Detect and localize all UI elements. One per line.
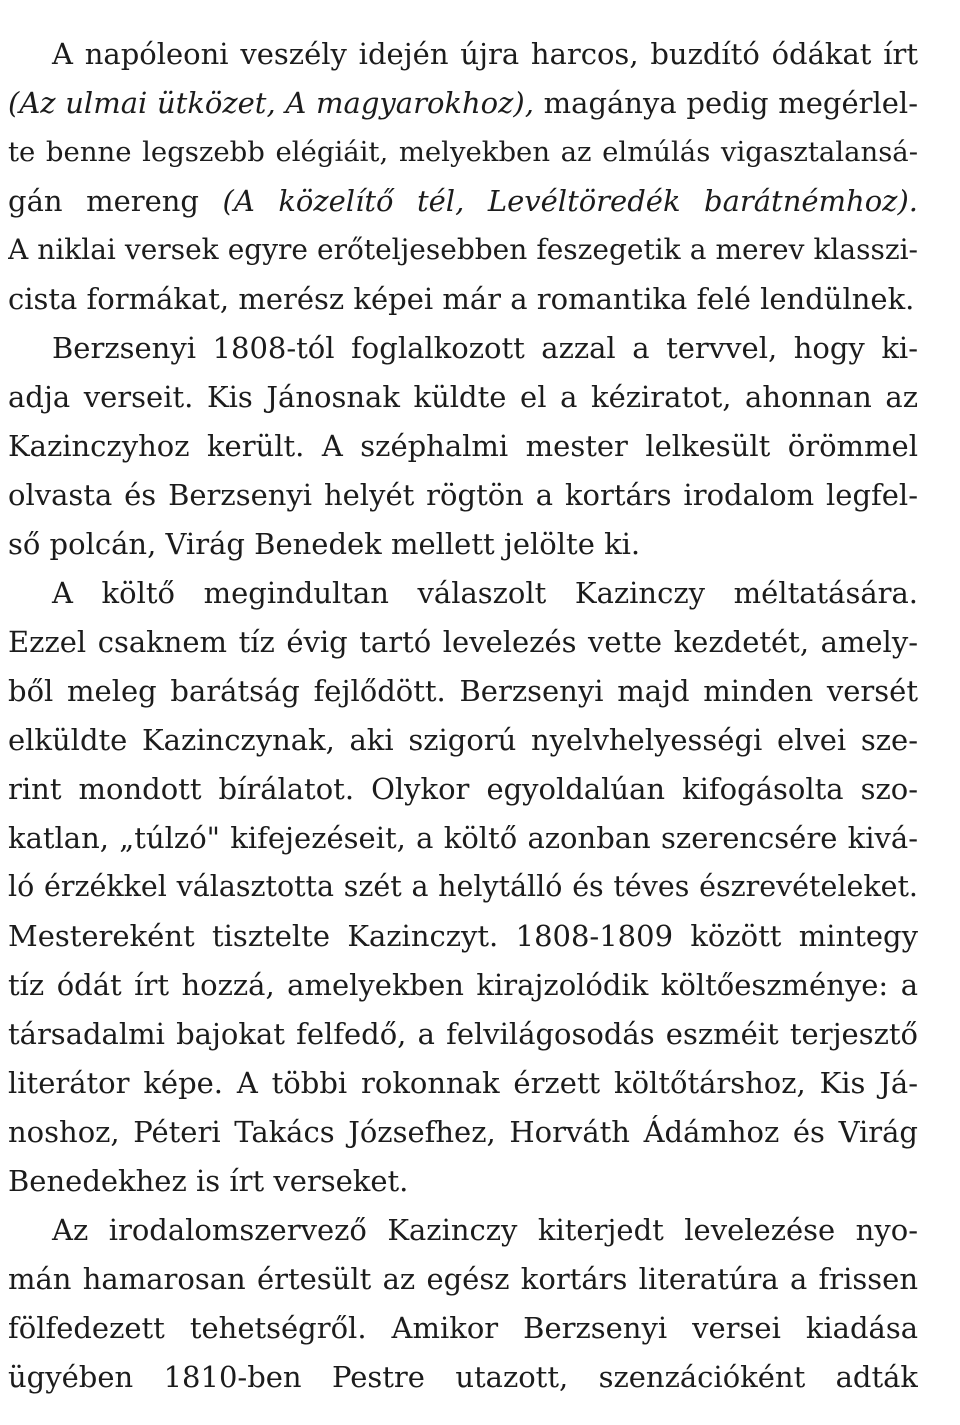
line-text: katlan, „túlzó" kifejezéseit, a költő azonban szerencsére kivá-	[8, 821, 918, 855]
text-line	[8, 862, 918, 912]
line-text: Ezzel csaknem tíz évig tartó levelezés vette kezdetét, amely-	[8, 625, 918, 659]
line-text: ső polcán, Virág Benedek mellett jelölte ki.	[8, 527, 641, 561]
text-line	[8, 715, 918, 765]
line-text: gán mereng	[8, 184, 223, 218]
text-line	[8, 1352, 918, 1402]
line-text: elküldte Kazinczynak, aki szigorú nyelvhelyességi elvei sze-	[8, 723, 918, 757]
line-text: magánya pedig megérlel-	[533, 86, 918, 120]
text-line	[8, 666, 918, 716]
line-text: te benne legszebb elégiáit, melyekben az elmúlás vigasztalansá-	[8, 136, 918, 168]
text-line	[8, 960, 918, 1010]
line-text: ügyében 1810-ben Pestre utazott, szenzációként adták	[8, 1360, 918, 1394]
line-text: Benedekhez is írt verseket.	[8, 1164, 409, 1198]
line-text: ből meleg barátság fejlődött. Berzsenyi majd minden versét	[8, 674, 918, 708]
line-text: adja verseit. Kis Jánosnak küldte el a kéziratot, ahonnan az	[8, 380, 918, 414]
text-line	[8, 372, 918, 422]
text-line	[8, 29, 918, 79]
text-line	[8, 813, 918, 863]
line-text: ló érzékkel választotta szét a helytálló és téves észrevételeket.	[8, 870, 918, 903]
text-line	[8, 176, 918, 226]
text-line	[8, 225, 918, 275]
text-line	[8, 1205, 918, 1255]
line-text: A niklai versek egyre erőteljesebben feszegetik a merev klasszi-	[8, 233, 918, 266]
line-text: noshoz, Péteri Takács Józsefhez, Horváth Ádámhoz és Virág	[8, 1115, 918, 1149]
text-line	[8, 1254, 918, 1304]
line-text: A napóleoni veszély idején újra harcos, buzdító ódákat írt	[52, 37, 918, 71]
text-line	[8, 274, 918, 324]
line-text: Az irodalomszervező Kazinczy kiterjedt levelezése nyo-	[52, 1213, 918, 1247]
text-line	[8, 421, 918, 471]
text-line	[8, 617, 918, 667]
text-line	[8, 78, 918, 128]
text-line	[8, 127, 918, 177]
italic-title-text: (Az ulmai ütközet, A magyarokhoz),	[8, 86, 534, 120]
text-line	[8, 1058, 918, 1108]
text-line	[8, 1156, 918, 1206]
text-line	[8, 568, 918, 618]
line-text: tíz ódát írt hozzá, amelyekben kirajzolódik költőeszménye: a	[8, 968, 918, 1002]
italic-title-text: (A közelítő tél, Levéltöredék barátnémhoz).	[222, 184, 918, 218]
line-text: olvasta és Berzsenyi helyét rögtön a kortárs irodalom legfel-	[8, 478, 918, 512]
line-text: cista formákat, merész képei már a romantika felé lendülnek.	[8, 282, 915, 316]
line-text: Mestereként tisztelte Kazinczyt. 1808-1809 között mintegy	[8, 919, 918, 953]
line-text: literátor képe. A többi rokonnak érzett költőtárshoz, Kis Já-	[8, 1066, 918, 1100]
text-line	[8, 323, 918, 373]
text-line	[8, 470, 918, 520]
text-line	[8, 764, 918, 814]
line-text: társadalmi bajokat felfedő, a felvilágosodás eszméit terjesztő	[8, 1017, 918, 1051]
line-text: rint mondott bírálatot. Olykor egyoldalúan kifogásolta szo-	[8, 772, 918, 806]
text-line	[8, 1303, 918, 1353]
text-line	[8, 519, 918, 569]
text-line	[8, 1107, 918, 1157]
line-text: Kazinczyhoz került. A széphalmi mester lelkesült örömmel	[8, 429, 918, 463]
line-text: Berzsenyi 1808-tól foglalkozott azzal a tervvel, hogy ki-	[52, 331, 918, 365]
line-text: mán hamarosan értesült az egész kortárs literatúra a frissen	[8, 1262, 918, 1296]
text-line	[8, 1009, 918, 1059]
line-text: A költő megindultan válaszolt Kazinczy méltatására.	[52, 576, 918, 610]
text-line	[8, 911, 918, 961]
line-text: fölfedezett tehetségről. Amikor Berzsenyi versei kiadása	[8, 1311, 918, 1345]
